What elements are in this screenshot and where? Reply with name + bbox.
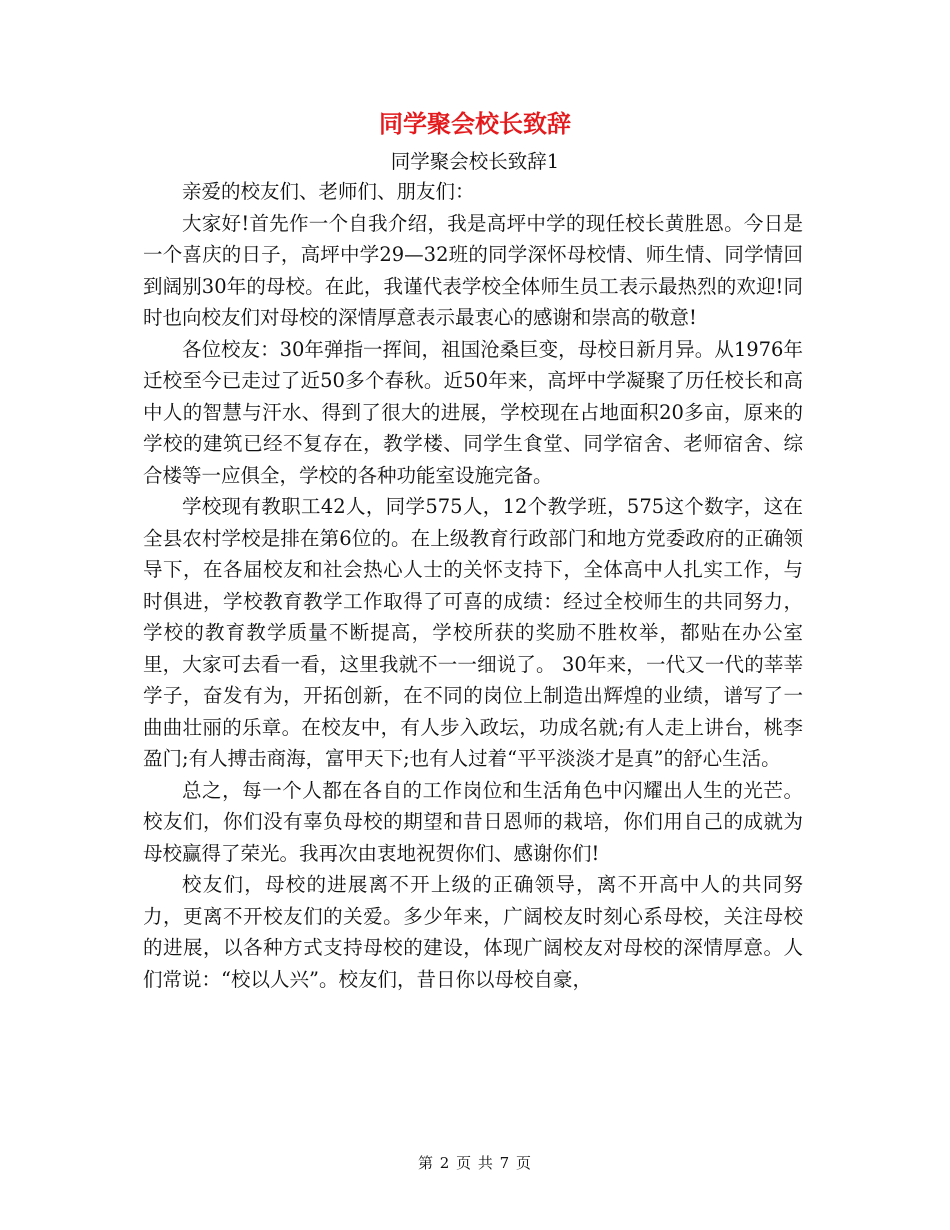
document-subtitle: 同学聚会校长致辞1 [390, 150, 560, 173]
paragraph: 学校现有教职工42人，同学575人，12个教学班，575这个数字，这在全县农村学校是排在第6位的。在上级教育行政部门和地方党委政府的正确领导下，在各届校友和社会热心人士的关怀支持下，全体高中人扎实工作，与时俱进，学校教育教学工作取得了可喜的成绩：经过全校师生的共同努力，学校的教育教学质量不断提高，学校所获的奖励不胜枚举，都贴在办公室里，大家可去看一看，这里我就不一一细说了。 30年来，一代又一代的莘莘学子，奋发有为，开拓创新，在不同的岗位上制造出辉煌的业绩，谱写了一曲曲壮丽的乐章。在校友中，有人步入政坛，功成名就;有人走上讲台，桃李盈门;有人搏击商海，富甲天下;也有人过着“平平淡淡才是真”的舒心生活。 [143, 495, 803, 770]
salutation: 亲爱的校友们、老师们、朋友们： [182, 180, 475, 203]
document-body [143, 176, 803, 995]
paragraph: 大家好!首先作一个自我介绍，我是高坪中学的现任校长黄胜恩。今日是一个喜庆的日子，高坪中学29—32班的同学深怀母校情、师生情、同学情回到阔别30年的母校。在此，我谨代表学校全体师生员工表示最热烈的欢迎!同时也向校友们对母校的深情厚意表示最衷心的感谢和崇高的敬意! [143, 211, 803, 329]
paragraph: 各位校友：30年弹指一挥间，祖国沧桑巨变，母校日新月异。从1976年迁校至今已走过了近50多个春秋。近50年来，高坪中学凝聚了历任校长和高中人的智慧与汗水、得到了很大的进展，学校现在占地面积20多亩，原来的学校的建筑已经不复存在，教学楼、同学生食堂、同学宿舍、老师宿舍、综合楼等一应俱全，学校的各种功能室设施完备。 [143, 337, 803, 487]
paragraph: 总之，每一个人都在各自的工作岗位和生活角色中闪耀出人生的光芒。校友们，你们没有辜负母校的期望和昔日恩师的栽培，你们用自己的成就为母校赢得了荣光。我再次由衷地祝贺你们、感谢你们! [143, 778, 803, 865]
page-number-footer: 第 2 页 共 7 页 [418, 1154, 532, 1172]
document-title: 同学聚会校长致辞 [379, 110, 571, 138]
paragraph: 校友们，母校的进展离不开上级的正确领导，离不开高中人的共同努力，更离不开校友们的关爱。多少年来，广阔校友时刻心系母校，关注母校的进展，以各种方式支持母校的建设，体现广阔校友对母校的深情厚意。人们常说：“校以人兴”。校友们，昔日你以母校自豪， [143, 873, 803, 991]
